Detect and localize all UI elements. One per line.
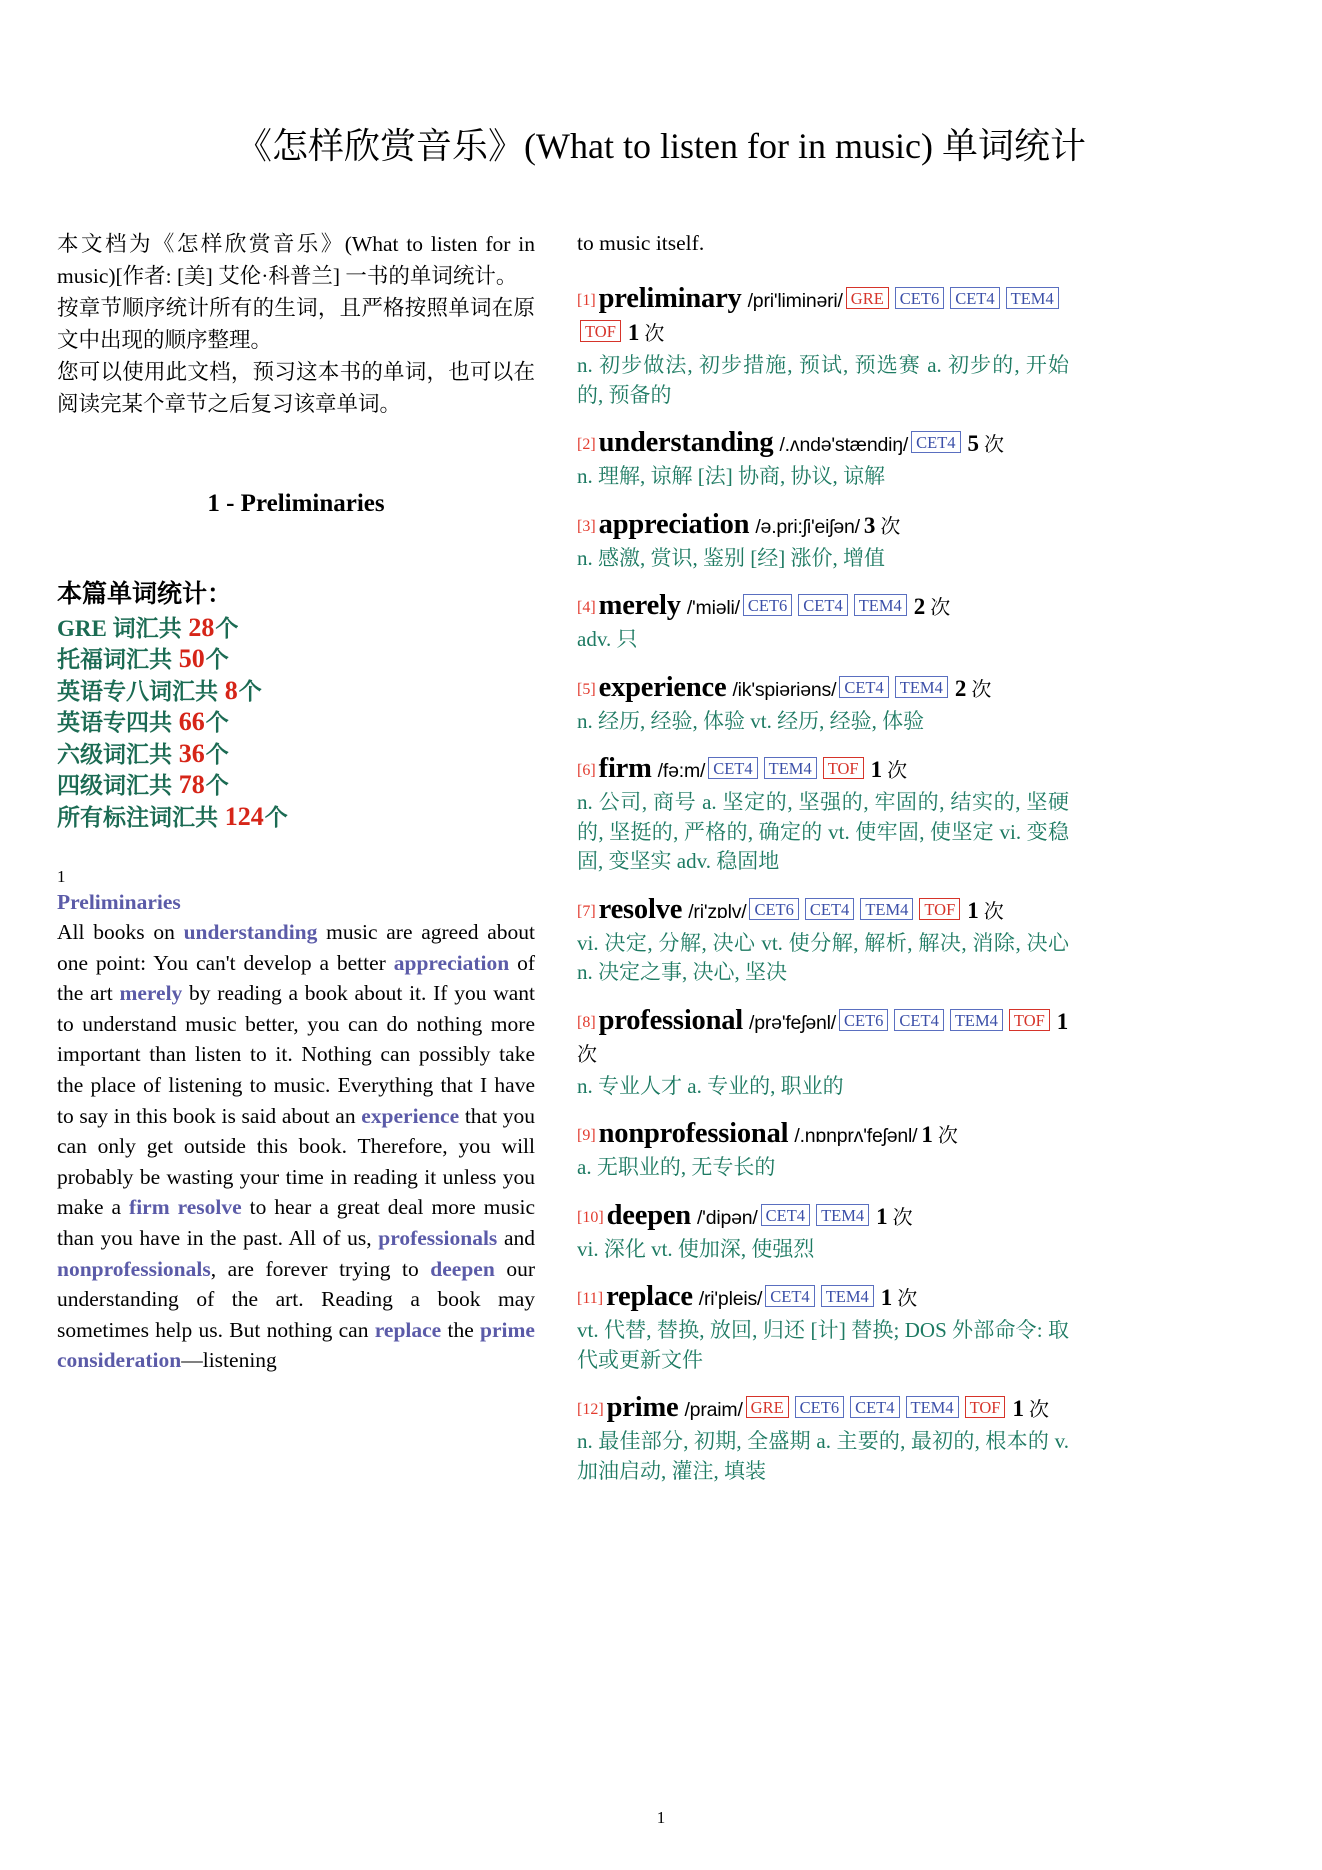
- exam-tag-badge: CET4: [839, 676, 888, 698]
- entry-frequency: 1: [921, 1122, 933, 1147]
- entry-frequency: 1: [627, 320, 640, 345]
- statistics-list: [57, 613, 535, 834]
- entry-index: [11]: [577, 1290, 604, 1307]
- statistic-row: [57, 644, 535, 676]
- entry-header: [577, 283, 1069, 350]
- carryover-text: to music itself.: [577, 231, 705, 255]
- entry-frequency-unit: 次: [932, 1125, 958, 1147]
- statistic-label: 英语专四共: [57, 710, 178, 735]
- exam-tag-badge: CET4: [798, 594, 847, 616]
- statistic-label: GRE 词汇共: [57, 615, 188, 641]
- statistic-row: [57, 676, 535, 708]
- entry-headword: professional: [598, 1004, 744, 1036]
- entry-headword: firm: [598, 753, 652, 784]
- entry-headword: appreciation: [598, 508, 750, 540]
- left-column: [57, 228, 535, 1376]
- word-entry: [577, 427, 1069, 492]
- chapter-number: 1: [57, 867, 66, 886]
- entry-frequency: 2: [913, 594, 926, 619]
- exam-tag-badge: TEM4: [821, 1285, 874, 1307]
- entry-header: [577, 1118, 1069, 1152]
- entry-index: [6]: [577, 762, 596, 779]
- entry-header: [577, 1392, 1069, 1426]
- word-entry: [577, 1281, 1069, 1375]
- entry-definition: vi. 深化 vt. 使加深, 使强烈: [577, 1236, 815, 1261]
- prose-text: music are agreed about one point: You can't develop a better: [57, 920, 536, 975]
- statistic-row: [57, 770, 535, 802]
- entry-frequency: 1: [876, 1203, 888, 1229]
- word-entry: [577, 1392, 1069, 1486]
- entry-header: [577, 509, 1069, 543]
- prose-text: by reading a book about it. If you want to understand music better, you can do nothing more important than listen to it. Nothing can possibly take the place of listening to music. Everything that I have to say in this book is said about an: [57, 981, 535, 1128]
- exam-tag-badge: GRE: [846, 287, 889, 309]
- exam-tag-badge: CET4: [911, 431, 960, 453]
- entry-phonetic: /pri'liminəri/: [747, 290, 843, 312]
- entry-frequency-unit: 次: [925, 597, 951, 619]
- entry-frequency-unit: 次: [882, 760, 908, 782]
- exam-tag-badge: TEM4: [1006, 287, 1059, 309]
- intro-paragraph: 本文档为《怎样欣赏音乐》(What to listen for in music)[作者: [美] 艾伦·科普兰] 一书的单词统计。: [57, 232, 535, 288]
- entry-frequency-unit: 次: [887, 1206, 913, 1229]
- entry-phonetic: /ri'zɒlv/: [688, 900, 747, 923]
- prose-keyword: deepen: [430, 1256, 495, 1281]
- entry-frequency: 1: [870, 757, 883, 782]
- statistic-value: 28: [188, 612, 215, 642]
- exam-tag-badge: CET6: [795, 1396, 844, 1418]
- page-folio: 1: [656, 1808, 666, 1827]
- entry-frequency: 5: [967, 431, 980, 456]
- entry-header: [577, 1200, 1069, 1234]
- exam-tag-badge: CET4: [761, 1204, 810, 1226]
- exam-tag-badge: CET4: [805, 898, 854, 920]
- statistic-value: 78: [178, 770, 205, 799]
- entry-phonetic: /fə:m/: [657, 760, 706, 782]
- entry-phonetic: /.nɒnprʌ'feʃənl/: [794, 1125, 918, 1147]
- exam-tag-badge: TOF: [965, 1396, 1006, 1418]
- prose-text: and: [497, 1225, 535, 1250]
- exam-tag-badge: TOF: [823, 757, 864, 779]
- entry-index: [8]: [577, 1013, 596, 1031]
- entry-frequency: 1: [967, 897, 979, 923]
- prose-keyword: replace: [374, 1317, 442, 1342]
- entry-frequency-unit: 次: [875, 515, 901, 538]
- statistics-block: [57, 580, 535, 833]
- prose-keyword: firm resolve: [129, 1195, 242, 1220]
- statistic-value: 66: [178, 707, 205, 736]
- exam-tag-badge: CET4: [950, 287, 999, 309]
- entry-phonetic: /praim/: [684, 1399, 743, 1421]
- statistic-unit: 个: [238, 678, 262, 704]
- entry-frequency: 1: [1056, 1008, 1069, 1034]
- statistic-label: 所有标注词汇共: [57, 804, 224, 830]
- entry-index: [10]: [577, 1208, 604, 1226]
- entry-definition: n. 专业人才 a. 专业的, 职业的: [577, 1073, 844, 1098]
- statistic-label: 英语专八词汇共: [57, 678, 224, 704]
- statistic-value: 50: [178, 644, 205, 673]
- exam-tag-badge: GRE: [746, 1396, 789, 1418]
- word-entry-list: [577, 283, 1069, 1486]
- word-entry: [577, 1005, 1069, 1102]
- entry-header: [577, 427, 1069, 461]
- statistic-unit: 个: [205, 647, 229, 672]
- page-title: 《怎样欣赏音乐》(What to listen for in music) 单词统计: [236, 126, 1086, 166]
- statistic-row: [57, 802, 535, 834]
- exam-tag-badge: CET4: [894, 1009, 943, 1031]
- exam-tag-badge: TEM4: [854, 594, 907, 616]
- statistic-value: 36: [178, 738, 205, 768]
- entry-frequency-unit: 次: [978, 900, 1004, 923]
- statistic-unit: 个: [264, 804, 288, 830]
- entry-definition: a. 无职业的, 无专长的: [577, 1155, 776, 1179]
- entry-index: [4]: [577, 599, 596, 616]
- chapter-subheading: Preliminaries: [57, 890, 181, 914]
- entry-phonetic: /'dipən/: [696, 1206, 758, 1229]
- prose-text: that you can only get outside this book. Therefore, you will probably be wasting your time in reading it unless you make a: [57, 1103, 535, 1220]
- word-entry: [577, 283, 1069, 410]
- statistic-value: 124: [224, 801, 264, 831]
- entry-definition: adv. 只: [577, 627, 638, 651]
- exam-tag-badge: TOF: [919, 898, 960, 920]
- entry-phonetic: /ik'spiəriəns/: [732, 678, 837, 701]
- entry-definition: n. 初步做法, 初步措施, 预试, 预选赛 a. 初步的, 开始的, 预备的: [577, 353, 1069, 407]
- intro-paragraph: 您可以使用此文档，预习这本书的单词，也可以在阅读完某个章节之后复习该章单词。: [57, 360, 535, 416]
- statistic-unit: 个: [205, 773, 229, 798]
- entry-index: [9]: [577, 1127, 596, 1144]
- entry-header: [577, 894, 1069, 928]
- entry-headword: merely: [598, 590, 681, 621]
- entry-index: [1]: [577, 292, 596, 309]
- right-column: [577, 228, 1069, 1503]
- entry-phonetic: /'miəli/: [686, 597, 740, 619]
- entry-frequency-unit: 次: [639, 323, 665, 345]
- entry-frequency: 3: [863, 512, 876, 538]
- prose-keyword: merely: [119, 981, 183, 1006]
- entry-definition: n. 公司, 商号 a. 坚定的, 坚强的, 牢固的, 结实的, 坚硬的, 坚挺的, 严格的, 确定的 vt. 使牢固, 使坚定 vi. 变稳固, 变坚实 adv. 稳固地: [577, 790, 1069, 873]
- entry-frequency-unit: 次: [1023, 1399, 1049, 1421]
- entry-phonetic: /ə.pri:ʃi'eiʃən/: [755, 515, 860, 538]
- entry-header: [577, 590, 1069, 624]
- exam-tag-badge: CET4: [850, 1396, 899, 1418]
- entry-definition: n. 感激, 赏识, 鉴别 [经] 涨价, 增值: [577, 545, 885, 570]
- entry-headword: preliminary: [598, 283, 742, 314]
- exam-tag-badge: CET4: [708, 757, 757, 779]
- exam-tag-badge: TEM4: [950, 1009, 1003, 1031]
- exam-tag-badge: TOF: [1009, 1009, 1050, 1031]
- entry-definition: vi. 决定, 分解, 决心 vt. 使分解, 解析, 解决, 消除, 决心 n. 决定之事, 决心, 坚决: [577, 930, 1069, 984]
- prose-text: to hear a great deal more music than you have in the past. All of us,: [57, 1195, 535, 1250]
- entry-frequency-unit: 次: [979, 434, 1005, 456]
- entry-index: [5]: [577, 680, 596, 698]
- entry-header: [577, 1281, 1069, 1315]
- exam-tag-badge: CET4: [765, 1285, 814, 1307]
- word-entry: [577, 590, 1069, 655]
- entry-frequency-unit: 次: [966, 678, 992, 701]
- entry-headword: prime: [606, 1392, 679, 1423]
- exam-tag-badge: TOF: [580, 320, 621, 342]
- statistics-title: 本篇单词统计：: [57, 581, 233, 608]
- entry-headword: deepen: [606, 1199, 691, 1231]
- entry-definition: n. 理解, 谅解 [法] 协商, 协议, 谅解: [577, 464, 885, 488]
- entry-headword: experience: [598, 671, 727, 703]
- entry-headword: nonprofessional: [598, 1118, 789, 1149]
- statistic-value: 8: [224, 675, 238, 705]
- prose-text: our understanding of the art. Reading a book may sometimes help us. But nothing can: [57, 1256, 535, 1342]
- entry-frequency-unit: 次: [577, 1043, 597, 1066]
- word-entry: [577, 672, 1069, 737]
- prose-text: , are forever trying to: [210, 1256, 431, 1281]
- word-entry: [577, 753, 1069, 877]
- statistic-unit: 个: [205, 741, 229, 767]
- entry-definition: vt. 代替, 替换, 放回, 归还 [计] 替换; DOS 外部命令: 取代或更新文件: [577, 1318, 1069, 1372]
- statistic-row: [57, 613, 535, 645]
- entry-header: [577, 753, 1069, 787]
- statistic-label: 六级词汇共: [57, 741, 178, 767]
- entry-index: [3]: [577, 517, 596, 535]
- prose-keyword: experience: [361, 1103, 460, 1128]
- entry-index: [12]: [577, 1401, 604, 1418]
- prose-keyword: prime consideration: [57, 1317, 535, 1373]
- entry-index: [2]: [577, 436, 596, 453]
- intro-block: [57, 228, 535, 420]
- prose-text: All books on: [57, 920, 184, 944]
- entry-phonetic: /.ʌndə'stændiŋ/: [779, 434, 909, 456]
- chapter-prose: [57, 917, 535, 1376]
- exam-tag-badge: TEM4: [764, 757, 817, 779]
- statistic-unit: 个: [205, 710, 229, 735]
- entry-frequency-unit: 次: [892, 1288, 918, 1310]
- word-entry: [577, 509, 1069, 574]
- entry-definition: n. 经历, 经验, 体验 vt. 经历, 经验, 体验: [577, 708, 925, 733]
- word-entry: [577, 1118, 1069, 1183]
- intro-paragraph: 按章节顺序统计所有的生词，且严格按照单词在原文中出现的顺序整理。: [57, 296, 535, 352]
- statistic-row: [57, 739, 535, 771]
- statistic-label: 托福词汇共: [57, 647, 178, 672]
- exam-tag-badge: TEM4: [895, 676, 948, 698]
- prose-text: the: [441, 1317, 481, 1342]
- exam-tag-badge: CET6: [749, 898, 798, 920]
- entry-frequency: 1: [880, 1285, 893, 1310]
- statistic-unit: 个: [215, 615, 239, 641]
- statistic-row: [57, 707, 535, 739]
- entry-phonetic: /prə'feʃənl/: [749, 1011, 836, 1034]
- exam-tag-badge: TEM4: [860, 898, 913, 920]
- entry-frequency: 2: [954, 675, 967, 701]
- prose-keyword: understanding: [183, 920, 318, 944]
- prose-keyword: nonprofessionals: [57, 1256, 211, 1281]
- word-entry: [577, 1200, 1069, 1265]
- entry-header: [577, 1005, 1069, 1071]
- entry-headword: resolve: [598, 893, 683, 925]
- entry-frequency: 1: [1012, 1396, 1024, 1421]
- exam-tag-badge: CET6: [895, 287, 944, 309]
- exam-tag-badge: CET6: [743, 594, 792, 616]
- exam-tag-badge: TEM4: [816, 1204, 869, 1226]
- entry-phonetic: /ri'pleis/: [698, 1288, 763, 1310]
- entry-header: [577, 672, 1069, 706]
- prose-keyword: appreciation: [393, 950, 510, 975]
- statistic-label: 四级词汇共: [57, 773, 178, 798]
- prose-text: of the art: [57, 950, 535, 1006]
- exam-tag-badge: TEM4: [906, 1396, 959, 1418]
- prose-keyword: professionals: [378, 1225, 498, 1250]
- exam-tag-badge: CET6: [839, 1009, 888, 1031]
- entry-index: [7]: [577, 902, 596, 920]
- entry-headword: replace: [606, 1281, 693, 1312]
- entry-definition: n. 最佳部分, 初期, 全盛期 a. 主要的, 最初的, 根本的 v. 加油启动, 灌注, 填装: [577, 1429, 1069, 1483]
- word-entry: [577, 894, 1069, 988]
- entry-headword: understanding: [598, 427, 774, 458]
- prose-text: —listening: [181, 1348, 277, 1373]
- section-heading: 1 - Preliminaries: [207, 490, 385, 517]
